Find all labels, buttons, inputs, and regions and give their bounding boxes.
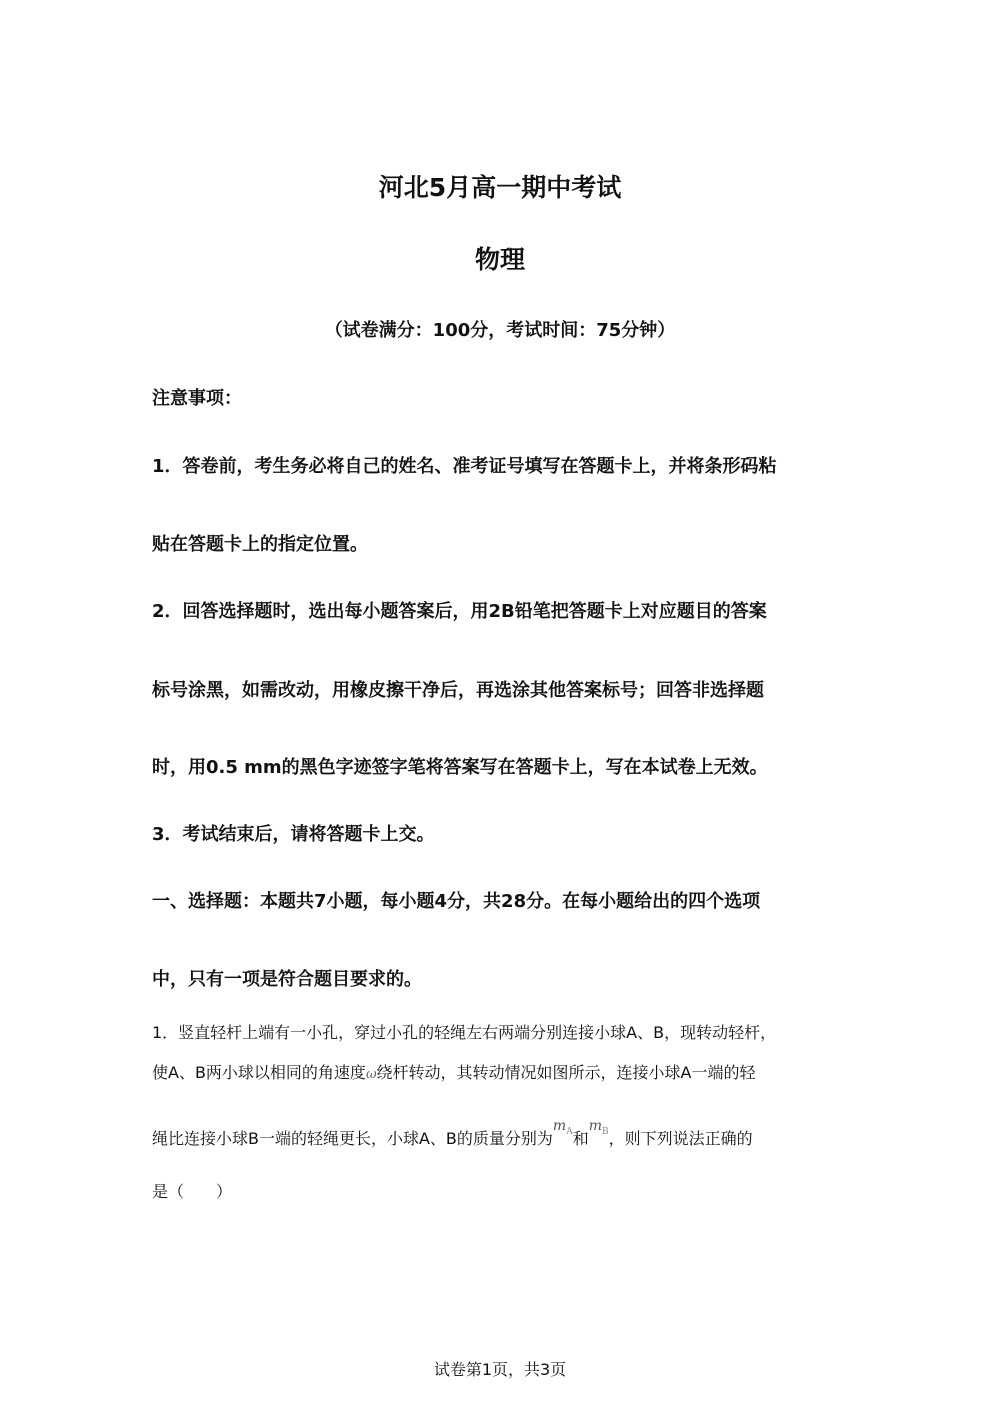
- notice-line-3: 2．回答选择题时，选出每小题答案后，用2B铅笔把答题卡上对应题目的答案: [152, 601, 767, 622]
- question-1-line-2: [152, 1060, 756, 1083]
- notice-heading: 注意事项：: [152, 388, 242, 409]
- mass-a-symbol: $m_A$: [552, 1118, 573, 1137]
- question-1-line-4: 是（ ）: [152, 1182, 233, 1201]
- omega-symbol: ω: [365, 1067, 377, 1082]
- notice-line-2: 贴在答题卡上的指定位置。: [152, 534, 368, 555]
- question-1-line-3-end: ，则下列说法正确的: [608, 1129, 753, 1148]
- mass-b-symbol: $m_B$: [588, 1118, 609, 1137]
- notice-line-6: 3．考试结束后，请将答题卡上交。: [152, 824, 435, 845]
- exam-title: 河北5月高一期中考试: [378, 173, 622, 202]
- section-heading-line-2: 中，只有一项是符合题目要求的。: [152, 969, 422, 990]
- section-heading-line-1: 一、选择题：本题共7小题，每小题4分，共28分。在每小题给出的四个选项: [152, 891, 761, 912]
- question-1-line-3-start: 绳比连接小球B一端的轻绳更长，小球A、B的质量分别为: [152, 1129, 553, 1148]
- exam-meta: （试卷满分：100分，考试时间：75分钟）: [324, 320, 676, 341]
- notice-line-5: 时，用0.5 mm的黑色字迹签字笔将答案写在答题卡上，写在本试卷上无效。: [152, 757, 768, 778]
- question-1-line-1: 1．竖直轻杆上端有一小孔，穿过小孔的轻绳左右两端分别连接小球A、B，现转动轻杆，: [152, 1023, 777, 1042]
- question-1-line-3: [152, 1118, 753, 1151]
- question-1-line-2-start: 使A、B两小球以相同的角速度: [152, 1063, 366, 1082]
- page-footer: 试卷第1页，共3页: [433, 1360, 567, 1379]
- notice-line-4: 标号涂黑，如需改动，用橡皮擦干净后，再选涂其他答案标号；回答非选择题: [152, 680, 764, 701]
- and-word: 和: [572, 1129, 589, 1148]
- notice-line-1: 1．答卷前，考生务必将自己的姓名、准考证号填写在答题卡上，并将条形码粘: [152, 456, 777, 477]
- question-1-line-2-end: 绕杆转动，其转动情况如图所示，连接小球A一端的轻: [376, 1063, 756, 1082]
- exam-subject: 物理: [474, 245, 525, 274]
